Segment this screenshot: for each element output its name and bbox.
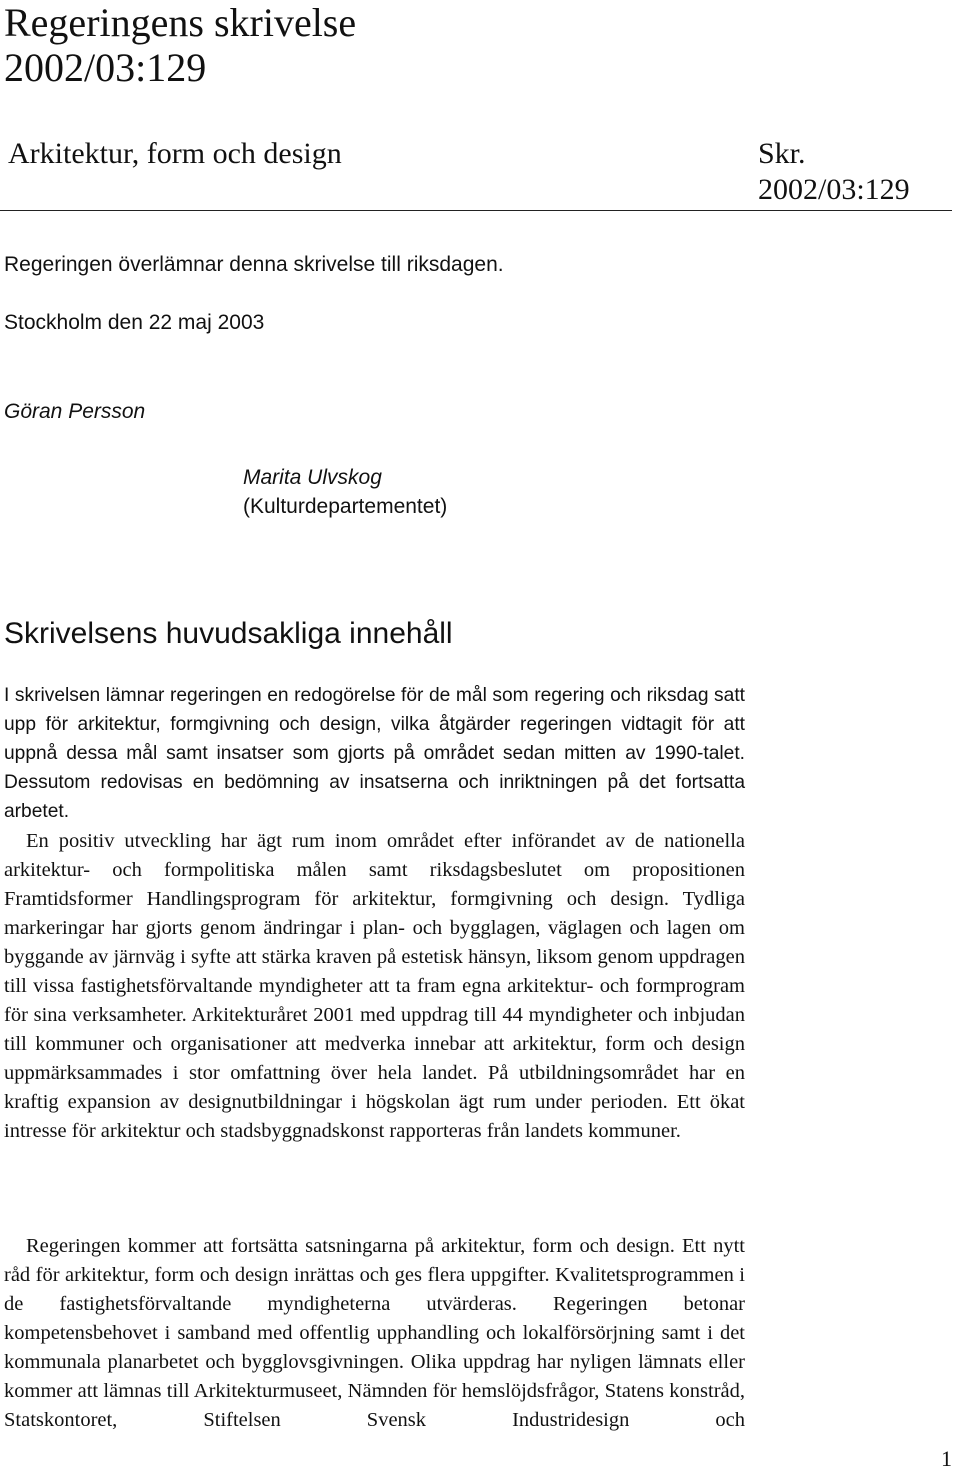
handover-statement: Regeringen överlämnar denna skrivelse till riksdagen.: [4, 253, 504, 276]
place-and-date: Stockholm den 22 maj 2003: [4, 311, 265, 334]
summary-paragraph-2: En positiv utveckling har ägt rum inom området efter införandet av de nationella arkitektur- och formpolitiska målen samt riksdagsbeslutet om propositionen Framtidsformer Handlingsprogram för arkitektur, formgivning och design. Tydliga markeringar har gjorts genom ändringar i plan- och bygglagen, väglagen och lagen om byggande av järnväg i syfte att stärka kraven på estetisk hänsyn, liksom genom uppdragen till vissa fastighetsförvaltande myndigheter att ta fram egna arkitektur- och formprogram för sina verksamheter. Arkitekturåret 2001 med uppdrag till 44 myndigheter och inbjudan till kommuner och organisationer att medverka innebar att arkitektur, form och design uppmärksammades i stor omfattning över hela landet. På utbildningsområdet har en kraftig expansion av designutbildningar i högskolan ägt rum under perioden. Ett ökat intresse för arkitektur och stadsbyggnadskonst rapporteras från landets kommuner.: [4, 830, 745, 1142]
department-name: (Kulturdepartementet): [243, 495, 448, 518]
document-title-line-2: 2002/03:129: [4, 45, 207, 90]
page-number: 1: [941, 1446, 952, 1471]
section-heading: Skrivelsens huvudsakliga innehåll: [4, 617, 453, 650]
side-reference-number: 2002/03:129: [758, 173, 910, 206]
header-divider: [0, 210, 952, 211]
summary-paragraph-3: Regeringen kommer att fortsätta satsningarna på arkitektur, form och design. Ett nytt råd för arkitektur, form och design inrättas och ges flera uppgifter. Kvalitetsprogrammen i de fastighetsförvaltande myndigheterna utvärderas. Regeringen betonar kompetensbehovet i samband med offentlig upphandling och lokalförsörjning samt i det kommunala planarbetet och bygglovsgivningen. Olika uppdrag har nyligen lämnats eller kommer att lämnas till Arkitekturmuseet, Nämnden för hemslöjdsfrågor, Statens konstråd, Statskontoret, Stiftelsen Svensk Industridesign och: [4, 1235, 745, 1431]
side-reference-prefix: Skr.: [758, 137, 806, 170]
prime-minister-signature: Göran Persson: [4, 400, 146, 423]
document-title: [4, 0, 356, 90]
summary-paragraph-1: I skrivelsen lämnar regeringen en redogörelse för de mål som regering och riksdag satt upp för arkitektur, formgivning och design, vilka åtgärder regeringen vidtagit för att uppnå dessa mål samt insatser som gjorts på området sedan mitten av 1990-talet. Dessutom redovisas en bedömning av insatserna och inriktningen på det fortsatta arbetet.: [4, 685, 745, 822]
minister-signature: Marita Ulvskog: [243, 466, 382, 489]
side-reference: [758, 136, 910, 208]
document-subject: Arkitektur, form och design: [8, 137, 342, 170]
document-title-line-1: Regeringens skrivelse: [4, 0, 357, 45]
